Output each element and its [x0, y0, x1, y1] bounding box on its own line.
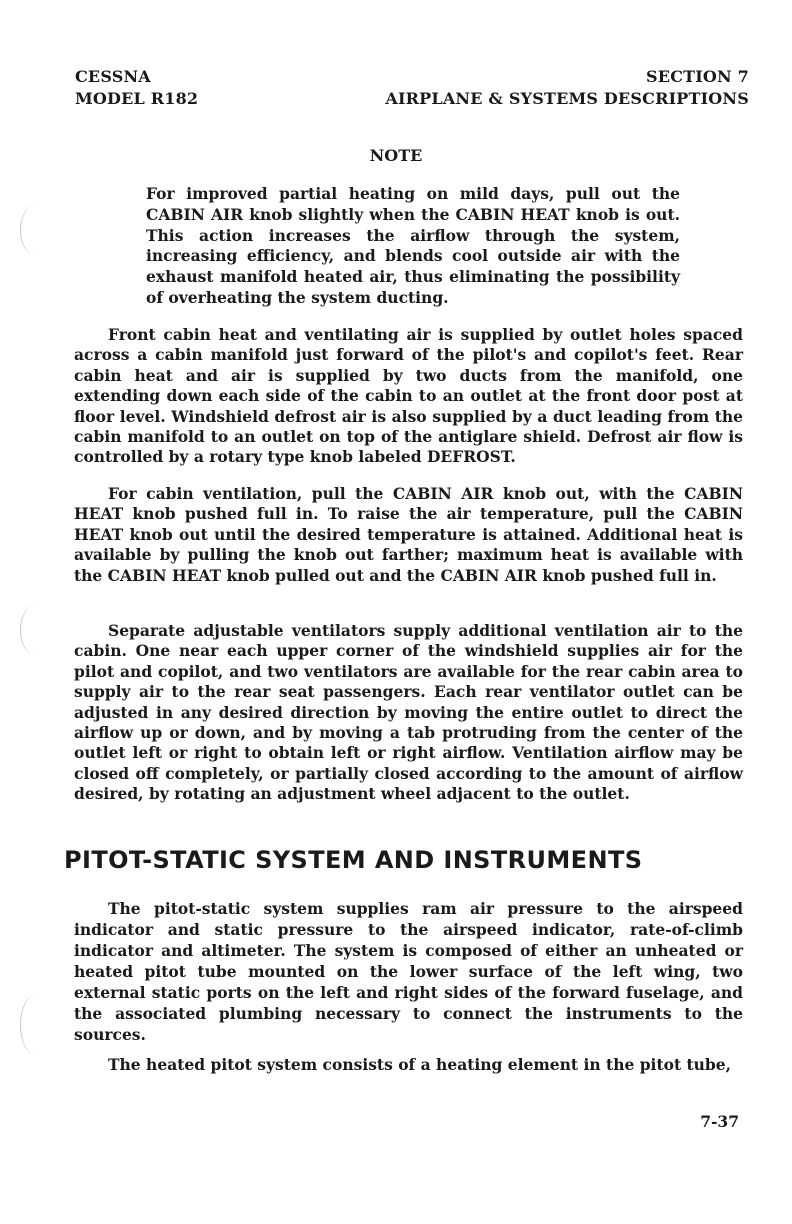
header-right [385, 66, 749, 110]
binding-hole-mark [20, 995, 51, 1055]
paragraph-cabin-ventilation: For cabin ventilation, pull the CABIN AIR knob out, with the CABIN HEAT knob pushed full in. To raise the air temperature, pull the CABIN HEAT knob out until the desired temperature is attained. Additional heat is available by pulling the knob out farther; maximum heat is available with the CABIN HEAT knob pulled out and the CABIN AIR knob pushed full in. [74, 484, 743, 585]
header-manufacturer: CESSNA [75, 67, 151, 86]
header-model: MODEL R182 [75, 89, 199, 108]
paragraph-adjustable-ventilators: Separate adjustable ventilators supply additional ventilation air to the cabin. One near each upper corner of the windshield supplies air for the pilot and copilot, and two ventilators are available for the rear cabin area to supply air to the rear seat passengers. Each rear ventilator outlet can be adjusted in any desired direction by moving the entire outlet to direct the airflow up or down, and by moving a tab protruding from the center of the outlet left or right to obtain left or right airflow. Ventilation airflow may be closed off completely, or partially closed according to the amount of airflow desired, by rotating an adjustment wheel adjacent to the outlet. [74, 621, 743, 804]
paragraph-pitot-static-system: The pitot-static system supplies ram air pressure to the airspeed indicator and static pressure to the airspeed indicator, rate-of-climb indicator and altimeter. The system is composed of either an unheated or heated pitot tube mounted on the lower surface of the left wing, two external static ports on the left and right sides of the forward fuselage, and the associated plumbing necessary to connect the instruments to the sources. [74, 899, 743, 1044]
note-title: NOTE [369, 146, 423, 165]
page-number: 7-37 [700, 1112, 739, 1131]
header-section: SECTION 7 [646, 67, 749, 86]
header-section-title: AIRPLANE & SYSTEMS DESCRIPTIONS [385, 89, 749, 108]
paragraph-heated-pitot: The heated pitot system consists of a heating element in the pitot tube, [108, 1055, 732, 1074]
binding-hole-mark [20, 205, 51, 255]
paragraph-cabin-heat: Front cabin heat and ventilating air is supplied by outlet holes spaced across a cabin manifold just forward of the pilot's and copilot's feet. Rear cabin heat and air is supplied by two ducts from the manifold, one extending down each side of the cabin to an outlet at the front door post at floor level. Windshield defrost air is also supplied by a duct leading from the cabin manifold to an outlet on top of the antiglare shield. Defrost air flow is controlled by a rotary type knob labeled DEFROST. [74, 325, 743, 467]
header-left [75, 66, 198, 110]
note-body: For improved partial heating on mild days, pull out the CABIN AIR knob slightly when the CABIN HEAT knob is out. This action increases the airflow through the system, increasing efficiency, and blends cool outside air with the exhaust manifold heated air, thus eliminating the possibility of overheating the system ducting. [146, 184, 680, 307]
binding-hole-mark [20, 605, 51, 655]
section-heading: PITOT-STATIC SYSTEM AND INSTRUMENTS [64, 846, 643, 874]
